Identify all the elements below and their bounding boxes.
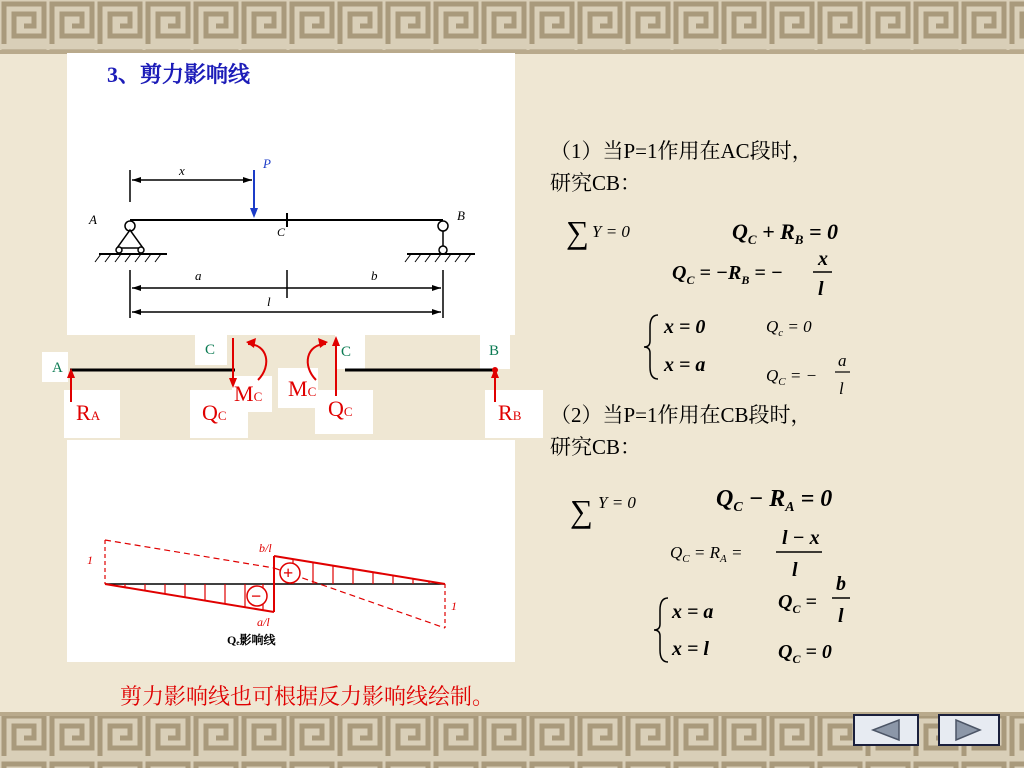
label-qc-left: QC [202,400,227,425]
svg-text:QC = RA =: $Q_C = R_A$ = [670,543,743,565]
svg-text:QC = −RB = −: $Q_C = -R_B$ = − [672,262,783,287]
svg-text:l − x: l − x [782,527,820,549]
case1-equation-block [560,205,880,400]
next-button[interactable] [938,714,1000,746]
svg-text:QC − RA = 0: $Q_C - R_A = 0$ [716,486,833,515]
case1-heading: （1）当P=1作用在AC段时， [550,139,813,163]
label-p: P [263,156,271,171]
label-mc-left: MC [234,381,263,406]
label-x: x [179,163,185,178]
svg-text:l: l [839,379,844,398]
slide-caption: 剪力影响线也可根据反力影响线绘制。 [120,684,495,709]
label-c-right-fbd: C [341,344,352,360]
sigma-symbol: ∑ [566,214,589,250]
label-a-length: a [195,268,202,283]
slide-title: 3、剪力影响线 [107,62,251,87]
triangle-left-icon [855,716,917,744]
svg-text:x: x [818,248,828,270]
case2-heading: （2）当P=1作用在CB段时， [550,403,812,427]
label-a-fbd: A [52,360,63,376]
svg-text:QC + RB = 0: $Q_C + R_B = 0$ [732,219,838,247]
svg-text:x = 0: x = 0 [664,316,706,338]
beam-diagram [67,140,515,335]
label-qc-right: QC [328,396,353,421]
label-b-support: B [457,208,465,223]
label-b-over-l: b/l [259,541,272,555]
prev-button[interactable] [853,714,919,746]
svg-text:QC = −: $Q_C$ = − [766,366,818,388]
svg-text:b: b [836,573,846,595]
case1-subheading: 研究CB： [550,171,642,195]
svg-text:QC =: $Q_C$ = [778,591,817,616]
case2-equation-block [560,478,880,668]
label-rb: RB [498,400,522,425]
label-c-left-fbd: C [205,342,216,358]
svg-text:a: a [838,351,847,370]
svg-text:x = l: x = l [672,638,709,660]
triangle-right-icon [940,716,998,744]
svg-text:x = a: x = a [672,601,714,623]
arrow-mc-left [248,344,266,380]
label-c-section: C [277,225,286,239]
svg-text:x = a: x = a [664,354,706,376]
label-ra: RA [76,400,101,425]
minus-sign: − [251,586,262,606]
label-b-fbd: B [489,343,500,359]
influence-line-title: Qₑ影响线 [227,633,276,647]
load-arrowhead [250,208,258,218]
dashed-left [105,540,274,568]
label-l-length: l [267,294,271,309]
label-a-over-l: a/l [257,615,270,629]
plus-sign: + [283,563,294,583]
arrow-mc-right [308,344,326,380]
svg-text:l: l [792,559,798,581]
svg-text:QC = 0: $Q_C = 0$ [778,641,832,666]
svg-text:Y = 0: Y = 0 [598,493,636,512]
label-one-left: 1 [87,553,93,567]
label-one-right: 1 [451,599,457,613]
svg-text:l: l [838,605,844,627]
label-mc-right: MC [288,376,317,401]
case2-subheading: 研究CB： [550,435,642,459]
svg-text:Qc = 0: $Q_c = 0$ [766,317,812,339]
decorative-border-top [0,0,1024,58]
label-a-support: A [89,212,97,227]
sigma-symbol-2: ∑ [570,493,593,529]
svg-text:Y = 0: Y = 0 [592,222,630,241]
label-b-length: b [371,268,378,283]
influence-line-diagram [67,520,515,660]
svg-text:l: l [818,278,824,300]
